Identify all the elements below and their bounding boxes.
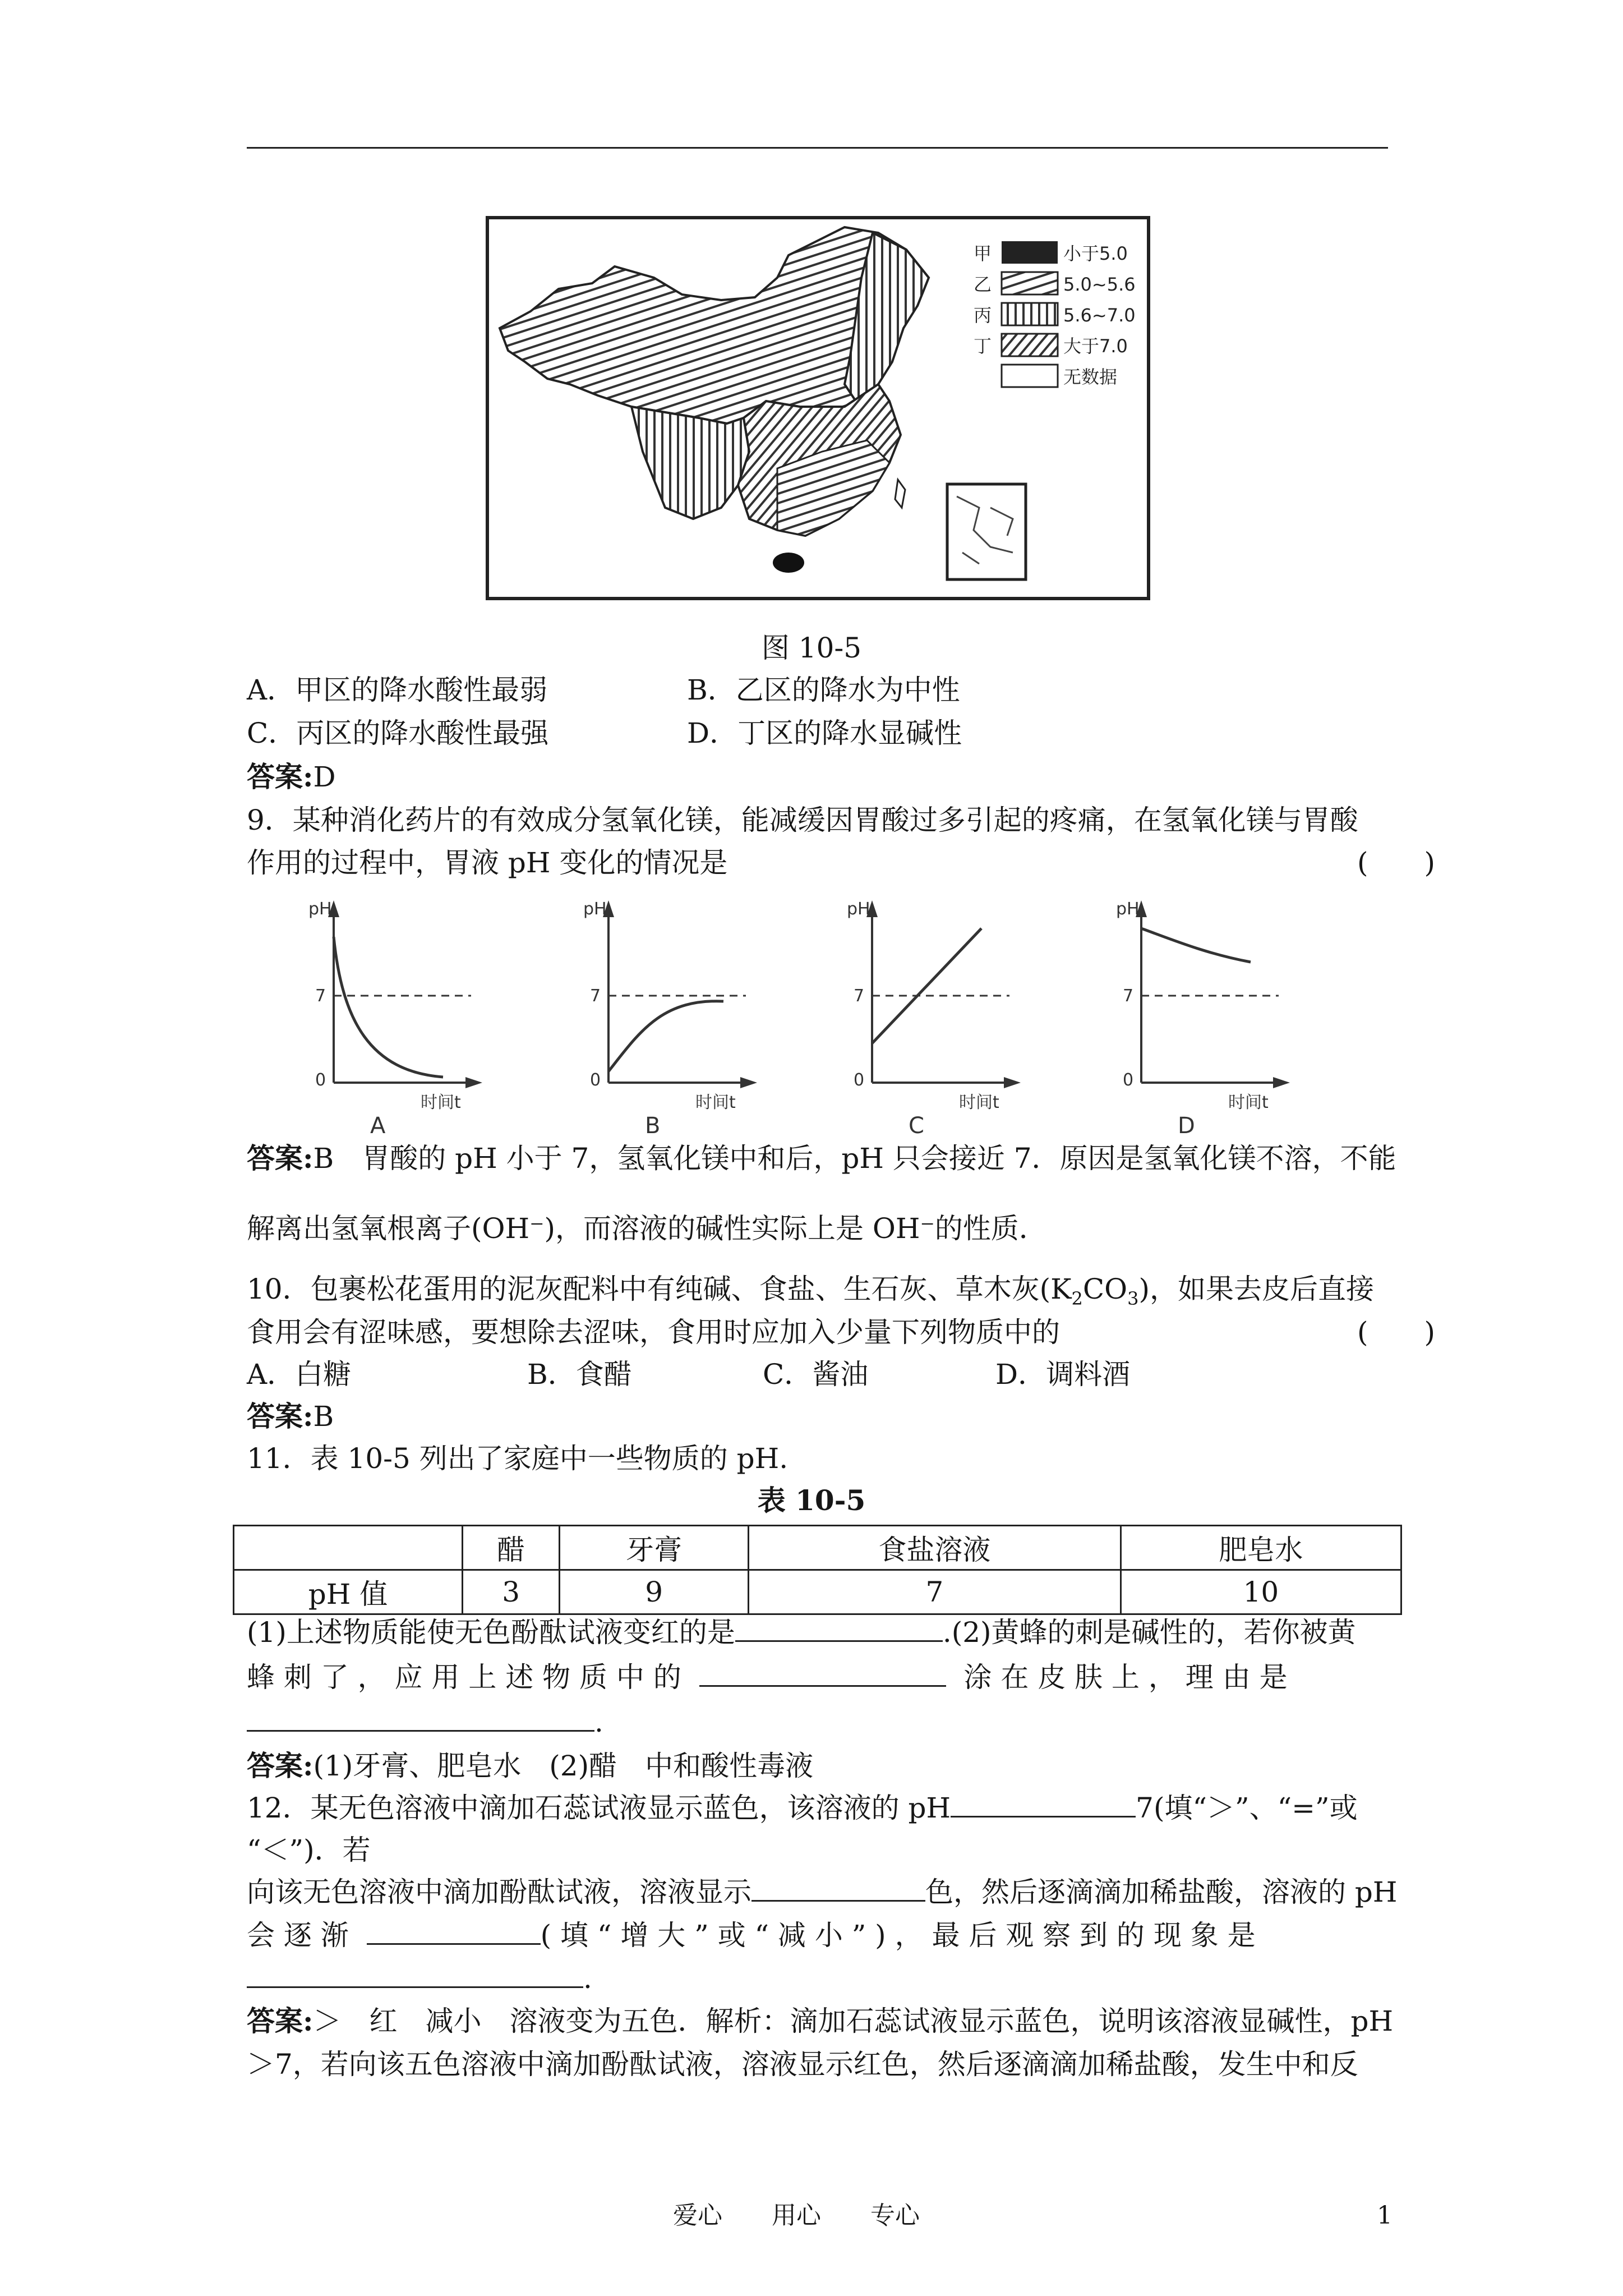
q10-stem-line-1: 10．包裹松花蛋用的泥灰配料中有纯碱、食盐、生石灰、草木灰$(K_2CO_3)$，如果去皮后直接 bbox=[247, 1273, 1374, 1309]
legend-key-1: 乙 bbox=[974, 274, 992, 295]
q10-stem-line-2: 食用会有涩味感，要想除去涩味，食用时应加入少量下列物质中的 bbox=[247, 1316, 1060, 1349]
chart-tick-7: 7 bbox=[854, 986, 865, 1006]
blank-line bbox=[951, 1791, 1136, 1818]
q12-line-5: . bbox=[247, 1962, 592, 1995]
chart-ylabel: pH bbox=[583, 899, 607, 919]
q10-option-d: D．调料酒 bbox=[995, 1358, 1131, 1391]
ph-table bbox=[233, 1525, 1402, 1615]
footer-motto: 爱心 用心 专心 bbox=[673, 2201, 920, 2230]
figure-caption: 图 10-5 bbox=[761, 632, 862, 664]
q12-answer-line-1: 答案:＞ 红 减小 溶液变为五色．解析：滴加石蕊试液显示蓝色，说明该溶液显碱性，pH bbox=[247, 2004, 1394, 2037]
chart-origin: 0 bbox=[854, 1070, 865, 1090]
q9-answer-parens: ( ) bbox=[1357, 846, 1436, 879]
rainfall-ph-map bbox=[486, 216, 1150, 600]
region-hainan bbox=[773, 553, 804, 573]
legend-label-1: 5.0~5.6 bbox=[1063, 274, 1136, 295]
chart-ylabel: pH bbox=[308, 899, 332, 919]
q8-option-c: C．丙区的降水酸性最强 bbox=[247, 717, 549, 749]
chart-x-arrow bbox=[1273, 1077, 1290, 1088]
chart-origin: 0 bbox=[315, 1070, 326, 1090]
chart-ylabel: pH bbox=[847, 899, 870, 919]
q10-answer: 答案:B bbox=[247, 1400, 334, 1433]
q12-line-1: 12．某无色溶液中滴加石蕊试液显示蓝色，该溶液的 pH 7(填“＞”、“=”或 bbox=[247, 1792, 1358, 1824]
legend-key-0: 甲 bbox=[974, 243, 992, 264]
legend-label-2: 5.6~7.0 bbox=[1063, 305, 1136, 326]
blank-line bbox=[247, 1962, 583, 1988]
chart-xlabel: 时间t bbox=[959, 1093, 999, 1112]
legend-key-3: 丁 bbox=[974, 335, 992, 357]
chart-x-arrow bbox=[465, 1077, 482, 1088]
table-header-row bbox=[234, 1526, 1401, 1570]
chart-x-arrow bbox=[1004, 1077, 1021, 1088]
q12-line-2: “＜”)．若 bbox=[247, 1834, 371, 1866]
q8-answer bbox=[247, 760, 336, 794]
chart-x-arrow bbox=[740, 1077, 757, 1088]
chart-title: A bbox=[370, 1113, 386, 1139]
table-row bbox=[234, 1570, 1401, 1614]
q8-option-d: D．丁区的降水显碱性 bbox=[687, 717, 962, 749]
q11-part3: . bbox=[247, 1705, 603, 1739]
answer-text: D bbox=[313, 761, 336, 793]
table-header-cell: 牙膏 bbox=[560, 1526, 749, 1570]
q9-answer-line-2: 解离出氢氧根离子(OH⁻)，而溶液的碱性实际上是 OH⁻的性质． bbox=[247, 1212, 1047, 1245]
legend-label-3: 大于7.0 bbox=[1063, 335, 1128, 357]
map-legend bbox=[1002, 241, 1058, 387]
chart-origin: 0 bbox=[590, 1070, 601, 1090]
table-cell: pH 值 bbox=[234, 1570, 463, 1614]
chart-curve bbox=[608, 1001, 723, 1071]
q12-line-3: 向该无色溶液中滴加酚酞试液，溶液显示 色，然后逐滴滴加稀盐酸，溶液的 pH bbox=[247, 1876, 1398, 1908]
answer-text: B 胃酸的 pH 小于 7，氢氧化镁中和后，pH 只会接近 7．原因是氢氧化镁不溶，不能 bbox=[313, 1142, 1396, 1175]
q10-answer-parens: ( ) bbox=[1357, 1316, 1436, 1349]
q8-option-a: A．甲区的降水酸性最弱 bbox=[247, 674, 548, 706]
q9-ph-charts bbox=[303, 892, 1380, 1139]
q11-part2: 蜂 刺 了 ， 应 用 上 述 物 质 中 的 涂 在 皮 肤 上 ， 理 由 是 bbox=[247, 1661, 1288, 1694]
chart-ylabel: pH bbox=[1116, 899, 1140, 919]
chart-tick-7: 7 bbox=[1123, 986, 1134, 1006]
answer-label: 答案: bbox=[247, 760, 313, 793]
chart-title: B bbox=[645, 1113, 661, 1139]
table-title: 表 10-5 bbox=[757, 1484, 866, 1517]
chart-xlabel: 时间t bbox=[421, 1093, 461, 1112]
table-header-cell: 食盐溶液 bbox=[749, 1526, 1121, 1570]
q10-option-b: B．食醋 bbox=[527, 1358, 632, 1391]
chart-tick-7: 7 bbox=[315, 986, 326, 1006]
table-header-cell: 肥皂水 bbox=[1121, 1526, 1401, 1570]
blank-line bbox=[367, 1918, 541, 1945]
chart-curve bbox=[872, 928, 981, 1043]
chart-xlabel: 时间t bbox=[695, 1093, 736, 1112]
q12-answer-line-2: ＞7，若向该五色溶液中滴加酚酞试液，溶液显示红色，然后逐滴滴加稀盐酸，发生中和反 bbox=[247, 2048, 1358, 2081]
q10-option-c: C．酱油 bbox=[763, 1358, 869, 1391]
blank-line bbox=[699, 1660, 946, 1687]
chart-xlabel: 时间t bbox=[1228, 1093, 1269, 1112]
chart-origin: 0 bbox=[1123, 1070, 1134, 1090]
blank-line bbox=[735, 1616, 943, 1642]
legend-label-0: 小于5.0 bbox=[1063, 243, 1128, 264]
q11-intro: 11．表 10-5 列出了家庭中一些物质的 pH. bbox=[247, 1442, 789, 1475]
legend-key-2: 丙 bbox=[974, 305, 992, 326]
chart-curve bbox=[334, 937, 443, 1077]
blank-line bbox=[751, 1875, 925, 1902]
q9-answer-line-1 bbox=[247, 1142, 1396, 1175]
q12-line-4: 会 逐 渐 ( 填 “ 增 大 ” 或 “ 减 小 ” ) ， 最 后 观 察 到 的 现 象 是 bbox=[247, 1919, 1256, 1952]
page-number: 1 bbox=[1377, 2201, 1393, 2230]
table-header-cell bbox=[234, 1526, 463, 1570]
table-cell: 9 bbox=[560, 1570, 749, 1614]
table-cell: 3 bbox=[463, 1570, 560, 1614]
q11-answer: 答案:(1)牙膏、肥皂水 (2)醋 中和酸性毒液 bbox=[247, 1749, 814, 1782]
chart-title: D bbox=[1178, 1113, 1195, 1139]
q10-option-a: A．白糖 bbox=[247, 1358, 352, 1391]
answer-label: 答案: bbox=[247, 1142, 313, 1175]
blank-line bbox=[247, 1705, 594, 1732]
chart-tick-7: 7 bbox=[590, 986, 601, 1006]
q9-stem-line-1: 9．某种消化药片的有效成分氢氧化镁，能减缓因胃酸过多引起的疼痛，在氢氧化镁与胃酸 bbox=[247, 804, 1358, 836]
q9-stem-line-2: 作用的过程中，胃液 pH 变化的情况是 bbox=[247, 846, 728, 879]
chart-title: C bbox=[909, 1113, 924, 1139]
header-rule bbox=[247, 147, 1388, 149]
q11-part1: (1)上述物质能使无色酚酞试液变红的是 .(2)黄蜂的刺是碱性的，若你被黄 bbox=[247, 1616, 1356, 1649]
south-sea-inset bbox=[947, 484, 1026, 579]
q8-option-b: B．乙区的降水为中性 bbox=[687, 674, 960, 706]
table-cell: 10 bbox=[1121, 1570, 1401, 1614]
table-header-cell: 醋 bbox=[463, 1526, 560, 1570]
chart-curve bbox=[1141, 928, 1251, 962]
table-cell: 7 bbox=[749, 1570, 1121, 1614]
legend-label-4: 无数据 bbox=[1063, 366, 1118, 388]
